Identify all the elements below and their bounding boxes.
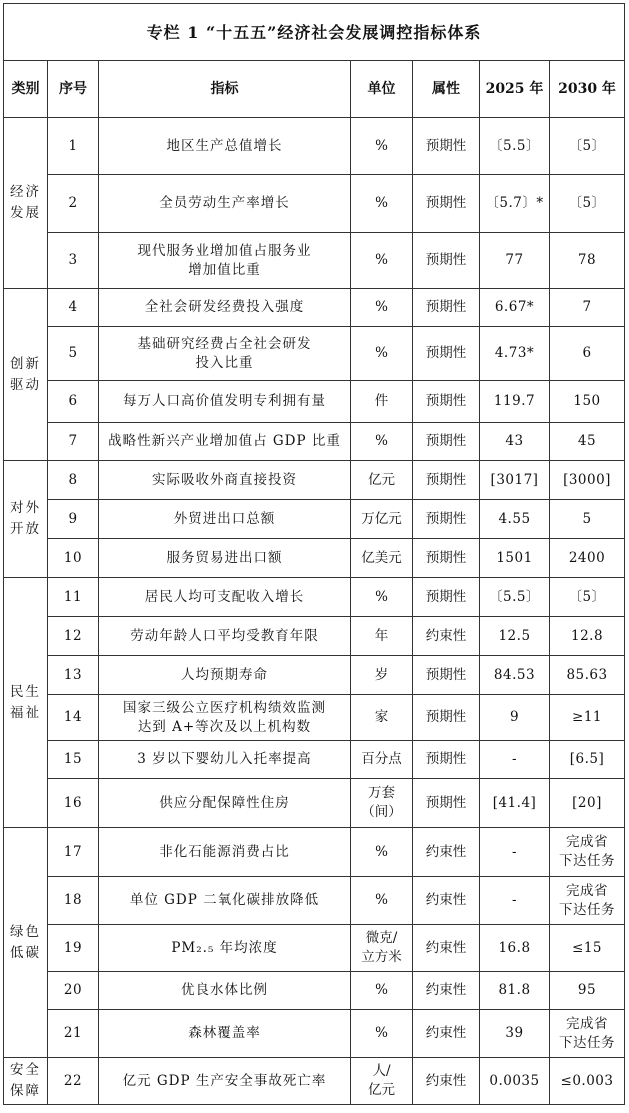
value-2025: 0.0035 (480, 1058, 550, 1105)
table-row (4, 877, 625, 925)
value-2025: - (480, 877, 550, 925)
indicator-name: PM₂.₅ 年均浓度 (99, 925, 351, 972)
indicator-name: 全社会研发经费投入强度 (99, 289, 351, 327)
unit-cell: % (351, 289, 413, 327)
unit-cell: % (351, 578, 413, 617)
value-2030: [6.5] (550, 741, 625, 779)
row-index: 2 (48, 175, 99, 233)
value-2030: 7 (550, 289, 625, 327)
table-row (4, 500, 625, 539)
title-row (4, 4, 625, 61)
value-2025: 1501 (480, 539, 550, 578)
value-2025: 4.73* (480, 327, 550, 381)
row-index: 20 (48, 972, 99, 1010)
attribute-cell: 约束性 (413, 925, 480, 972)
value-2030: 〔5〕 (550, 118, 625, 175)
row-index: 17 (48, 828, 99, 877)
table-title: 专栏 1 “十五五”经济社会发展调控指标体系 (4, 4, 625, 61)
value-2025: [41.4] (480, 779, 550, 828)
value-2030: 85.63 (550, 656, 625, 695)
row-index: 22 (48, 1058, 99, 1105)
attribute-cell: 约束性 (413, 972, 480, 1010)
attribute-cell: 预期性 (413, 539, 480, 578)
row-index: 16 (48, 779, 99, 828)
value-2030: 150 (550, 381, 625, 423)
attribute-cell: 预期性 (413, 461, 480, 500)
indicator-name: 非化石能源消费占比 (99, 828, 351, 877)
indicator-name: 基础研究经费占全社会研发 投入比重 (99, 327, 351, 381)
attribute-cell: 预期性 (413, 656, 480, 695)
attribute-cell: 预期性 (413, 500, 480, 539)
unit-cell: % (351, 175, 413, 233)
unit-cell: % (351, 828, 413, 877)
unit-cell: 万套 （间） (351, 779, 413, 828)
value-2025: - (480, 741, 550, 779)
table-row (4, 741, 625, 779)
table-row (4, 327, 625, 381)
row-index: 1 (48, 118, 99, 175)
value-2030: 6 (550, 327, 625, 381)
row-index: 19 (48, 925, 99, 972)
unit-cell: % (351, 118, 413, 175)
table-row (4, 461, 625, 500)
value-2030: [3000] (550, 461, 625, 500)
header-unit: 单位 (351, 61, 413, 118)
unit-cell: 微克/ 立方米 (351, 925, 413, 972)
table-row (4, 1010, 625, 1058)
value-2030: 12.8 (550, 617, 625, 656)
attribute-cell: 约束性 (413, 877, 480, 925)
category-label: 绿色 低碳 (4, 828, 48, 1058)
value-2030: ≤15 (550, 925, 625, 972)
value-2030: 〔5〕 (550, 175, 625, 233)
table-row (4, 617, 625, 656)
value-2025: 77 (480, 233, 550, 289)
indicator-name: 劳动年龄人口平均受教育年限 (99, 617, 351, 656)
unit-cell: % (351, 423, 413, 461)
unit-cell: 亿元 (351, 461, 413, 500)
category-label: 安全 保障 (4, 1058, 48, 1105)
category-label: 民生 福祉 (4, 578, 48, 828)
row-index: 18 (48, 877, 99, 925)
value-2025: 9 (480, 695, 550, 741)
attribute-cell: 约束性 (413, 1010, 480, 1058)
indicator-name: 服务贸易进出口额 (99, 539, 351, 578)
header-2025: 2025 年 (480, 61, 550, 118)
value-2025: 12.5 (480, 617, 550, 656)
row-index: 3 (48, 233, 99, 289)
table-row (4, 578, 625, 617)
indicator-name: 外贸进出口总额 (99, 500, 351, 539)
indicator-name: 优良水体比例 (99, 972, 351, 1010)
header-row (4, 61, 625, 118)
value-2030: 45 (550, 423, 625, 461)
row-index: 6 (48, 381, 99, 423)
unit-cell: 件 (351, 381, 413, 423)
value-2025: 119.7 (480, 381, 550, 423)
indicator-table (3, 3, 625, 1105)
unit-cell: % (351, 877, 413, 925)
attribute-cell: 约束性 (413, 617, 480, 656)
unit-cell: % (351, 972, 413, 1010)
value-2030: 完成省 下达任务 (550, 828, 625, 877)
indicator-name: 单位 GDP 二氧化碳排放降低 (99, 877, 351, 925)
unit-cell: % (351, 1010, 413, 1058)
value-2030: 95 (550, 972, 625, 1010)
value-2030: ≥11 (550, 695, 625, 741)
indicator-name: 亿元 GDP 生产安全事故死亡率 (99, 1058, 351, 1105)
attribute-cell: 预期性 (413, 175, 480, 233)
header-category: 类别 (4, 61, 48, 118)
unit-cell: % (351, 233, 413, 289)
indicator-name: 3 岁以下婴幼儿入托率提高 (99, 741, 351, 779)
category-label: 创新 驱动 (4, 289, 48, 461)
value-2025: 16.8 (480, 925, 550, 972)
attribute-cell: 约束性 (413, 1058, 480, 1105)
table-row (4, 656, 625, 695)
attribute-cell: 预期性 (413, 695, 480, 741)
table-row (4, 175, 625, 233)
attribute-cell: 预期性 (413, 327, 480, 381)
unit-cell: 岁 (351, 656, 413, 695)
table-row (4, 289, 625, 327)
value-2025: 〔5.5〕 (480, 118, 550, 175)
value-2030: 78 (550, 233, 625, 289)
value-2025: 〔5.5〕 (480, 578, 550, 617)
row-index: 5 (48, 327, 99, 381)
indicator-name: 地区生产总值增长 (99, 118, 351, 175)
row-index: 15 (48, 741, 99, 779)
indicator-name: 每万人口高价值发明专利拥有量 (99, 381, 351, 423)
attribute-cell: 预期性 (413, 118, 480, 175)
indicator-name: 实际吸收外商直接投资 (99, 461, 351, 500)
row-index: 12 (48, 617, 99, 656)
attribute-cell: 预期性 (413, 233, 480, 289)
table-row (4, 779, 625, 828)
value-2025: 43 (480, 423, 550, 461)
header-2030: 2030 年 (550, 61, 625, 118)
value-2030: [20] (550, 779, 625, 828)
row-index: 21 (48, 1010, 99, 1058)
row-index: 8 (48, 461, 99, 500)
row-index: 13 (48, 656, 99, 695)
attribute-cell: 预期性 (413, 578, 480, 617)
indicator-name: 战略性新兴产业增加值占 GDP 比重 (99, 423, 351, 461)
table-row (4, 925, 625, 972)
indicator-name: 人均预期寿命 (99, 656, 351, 695)
attribute-cell: 约束性 (413, 828, 480, 877)
value-2025: 〔5.7〕* (480, 175, 550, 233)
value-2030: 2400 (550, 539, 625, 578)
unit-cell: 万亿元 (351, 500, 413, 539)
row-index: 9 (48, 500, 99, 539)
header-attribute: 属性 (413, 61, 480, 118)
attribute-cell: 预期性 (413, 779, 480, 828)
indicator-name: 居民人均可支配收入增长 (99, 578, 351, 617)
table-row (4, 233, 625, 289)
header-indicator: 指标 (99, 61, 351, 118)
unit-cell: 人/ 亿元 (351, 1058, 413, 1105)
unit-cell: 家 (351, 695, 413, 741)
unit-cell: 百分点 (351, 741, 413, 779)
indicator-table-panel (3, 3, 624, 1105)
unit-cell: % (351, 327, 413, 381)
indicator-name: 森林覆盖率 (99, 1010, 351, 1058)
table-row (4, 1058, 625, 1105)
table-row (4, 423, 625, 461)
value-2025: 6.67* (480, 289, 550, 327)
table-row (4, 828, 625, 877)
row-index: 10 (48, 539, 99, 578)
value-2030: 5 (550, 500, 625, 539)
indicator-name: 全员劳动生产率增长 (99, 175, 351, 233)
row-index: 7 (48, 423, 99, 461)
attribute-cell: 预期性 (413, 741, 480, 779)
table-row (4, 381, 625, 423)
attribute-cell: 预期性 (413, 289, 480, 327)
indicator-name: 国家三级公立医疗机构绩效监测 达到 A+等次及以上机构数 (99, 695, 351, 741)
table-row (4, 118, 625, 175)
value-2030: 完成省 下达任务 (550, 877, 625, 925)
value-2025: 39 (480, 1010, 550, 1058)
indicator-name: 现代服务业增加值占服务业 增加值比重 (99, 233, 351, 289)
value-2030: 完成省 下达任务 (550, 1010, 625, 1058)
value-2030: ≤0.003 (550, 1058, 625, 1105)
table-row (4, 972, 625, 1010)
unit-cell: 亿美元 (351, 539, 413, 578)
value-2025: 81.8 (480, 972, 550, 1010)
value-2025: 84.53 (480, 656, 550, 695)
header-index: 序号 (48, 61, 99, 118)
category-label: 经济 发展 (4, 118, 48, 289)
row-index: 4 (48, 289, 99, 327)
indicator-name: 供应分配保障性住房 (99, 779, 351, 828)
value-2030: 〔5〕 (550, 578, 625, 617)
category-label: 对外 开放 (4, 461, 48, 578)
table-row (4, 695, 625, 741)
value-2025: 4.55 (480, 500, 550, 539)
value-2025: - (480, 828, 550, 877)
value-2025: [3017] (480, 461, 550, 500)
unit-cell: 年 (351, 617, 413, 656)
attribute-cell: 预期性 (413, 381, 480, 423)
attribute-cell: 预期性 (413, 423, 480, 461)
row-index: 11 (48, 578, 99, 617)
table-row (4, 539, 625, 578)
row-index: 14 (48, 695, 99, 741)
